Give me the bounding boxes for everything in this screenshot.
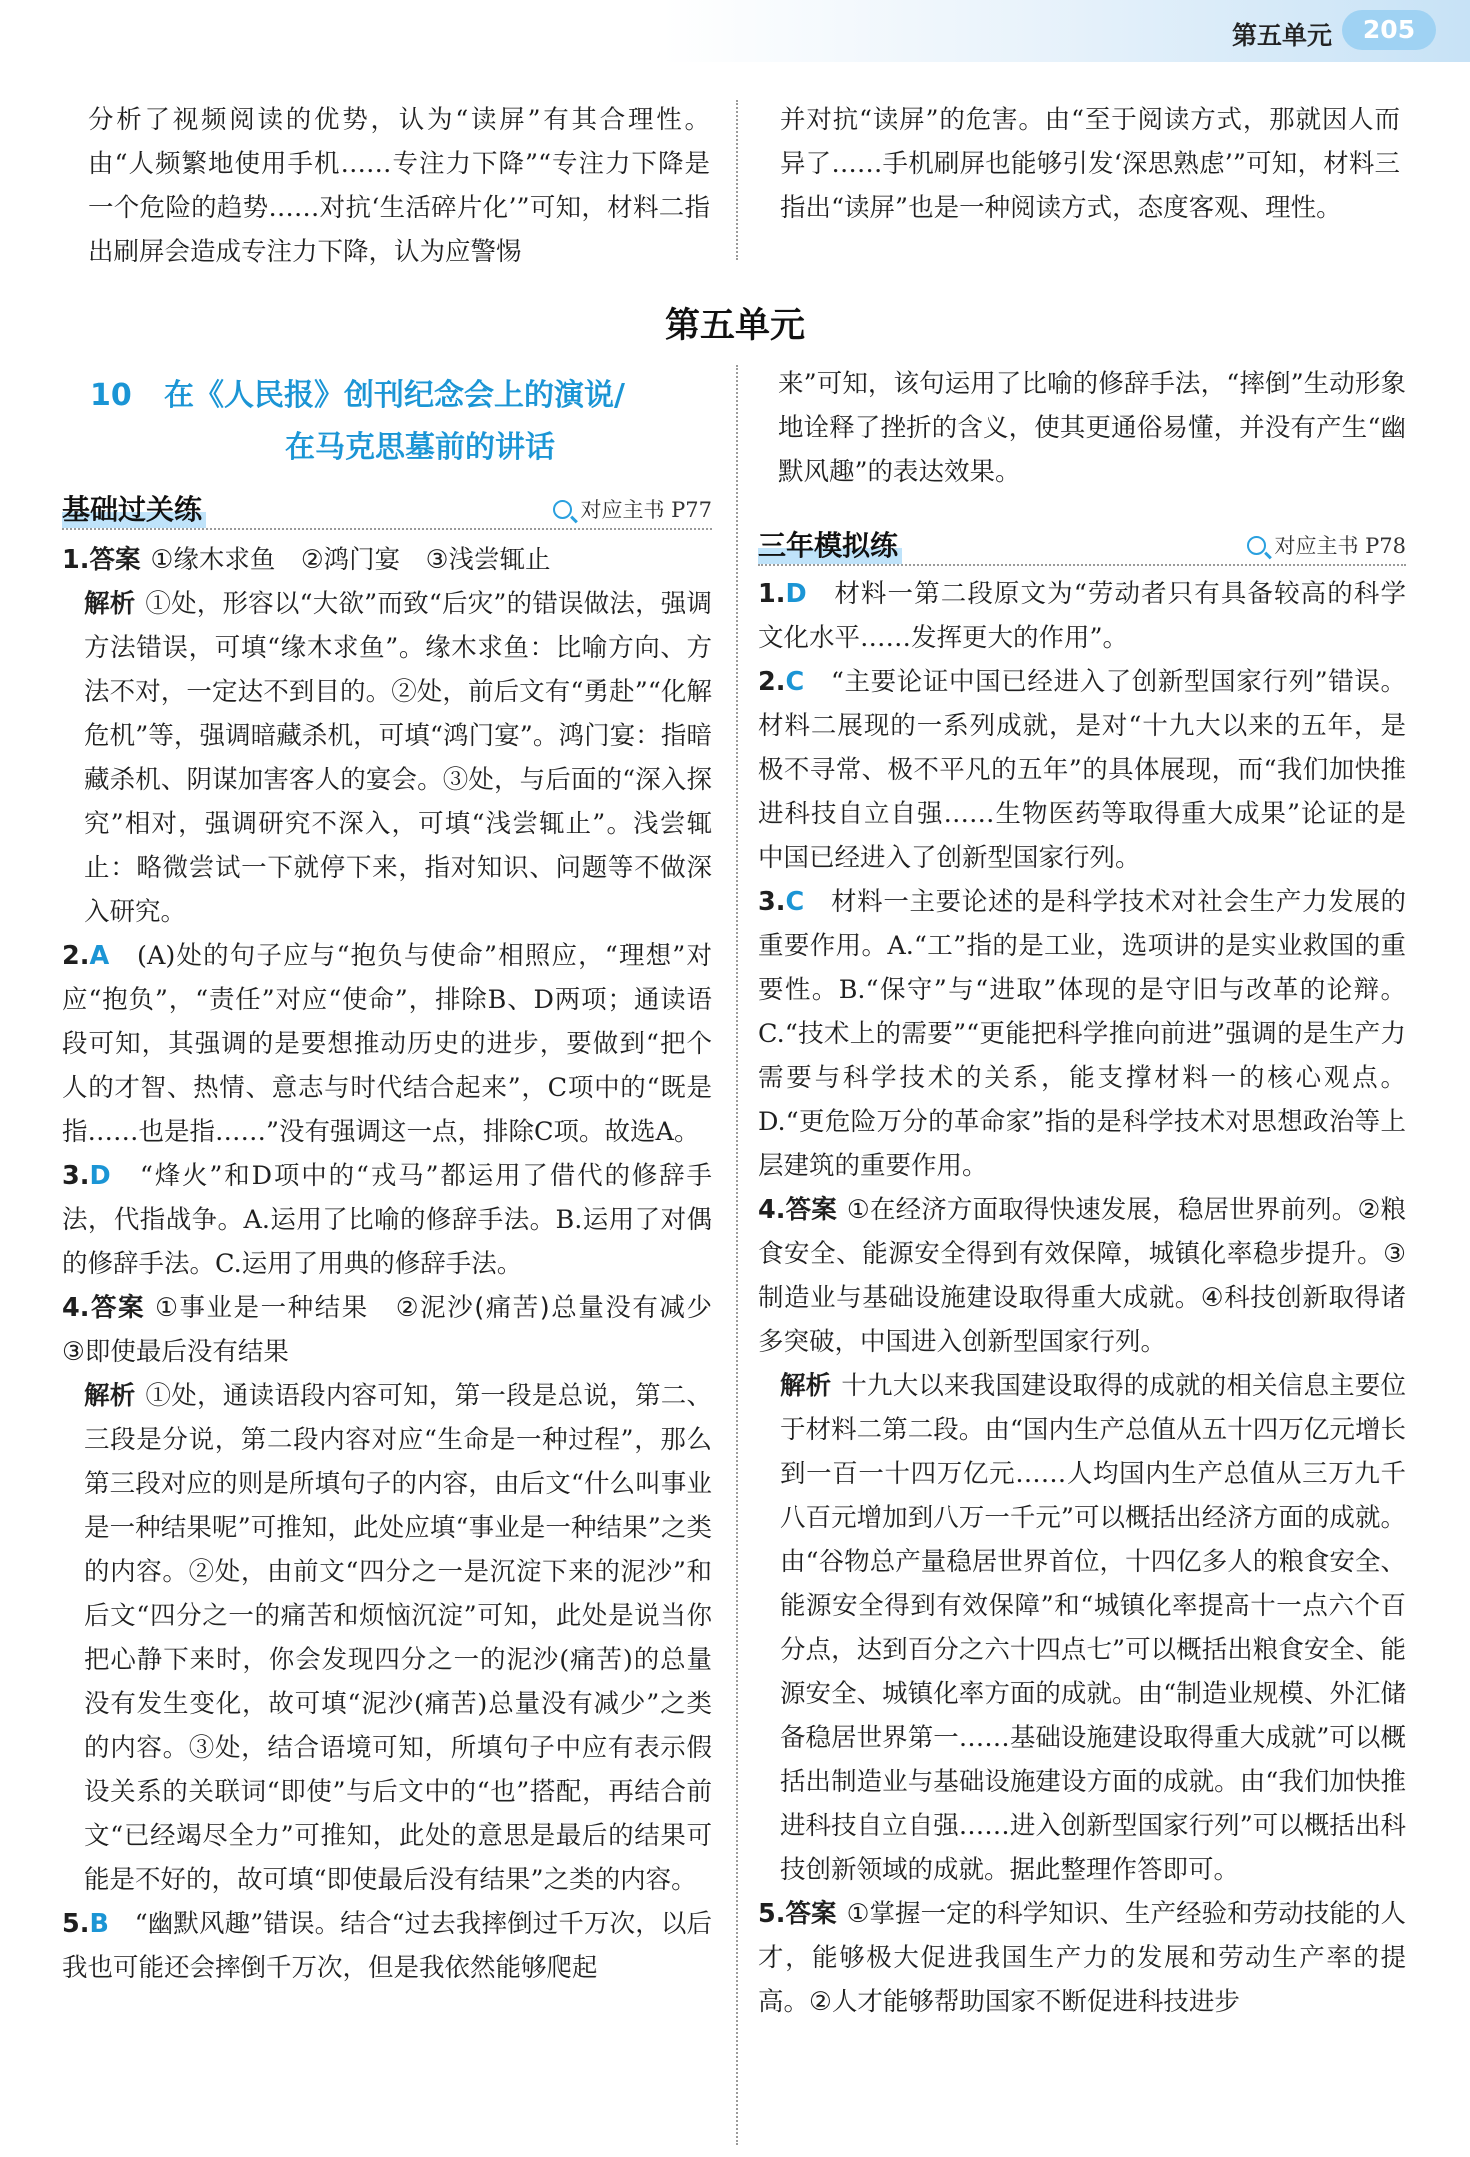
page-header	[0, 0, 1470, 62]
section-header-basic	[62, 488, 712, 530]
answer-text: ①缘木求鱼 ②鸿门宴 ③浅尝辄止	[150, 545, 551, 575]
section-ref-three-year-text: 对应主书 P78	[1274, 534, 1406, 558]
section-ref-three-year	[1247, 530, 1406, 560]
question-number: 2.	[62, 941, 90, 971]
lesson-number: 10	[90, 378, 132, 413]
analysis-block	[62, 1374, 712, 1902]
search-icon	[1247, 536, 1266, 555]
column-divider-main	[736, 365, 738, 2145]
top-right-continuation	[780, 98, 1400, 230]
question-number: 5.	[62, 1909, 90, 1939]
lesson-title-line2: 在马克思墓前的讲话	[285, 430, 555, 465]
right-column	[758, 572, 1406, 2024]
question-number: 1.	[62, 545, 90, 575]
analysis-text: ①处，通读语段内容可知，第一段是总说，第二、三段是分说，第二段内容对应“生命是一种过程”，那么第三段对应的则是所填句子的内容，由后文“什么叫事业是一种结果呢”可推知，此处应填“事业是一种结果”之类的内容。②处，由前文“四分之一是沉淀下来的泥沙”和后文“四分之一的痛苦和烦恼沉淀”可知，此处是说当你把心静下来时，你会发现四分之一的泥沙(痛苦)的总量没有发生变化，故可填“泥沙(痛苦)总量没有减少”之类的内容。③处，结合语境可知，所填句子中应有表示假设关系的关联词“即使”与后文中的“也”搭配，再结合前文“已经竭尽全力”可推知，此处的意思是最后的结果可能是不好的，故可填“即使最后没有结果”之类的内容。	[84, 1381, 712, 1895]
page-number-badge: 205	[1342, 10, 1436, 50]
analysis-text: “烽火”和D项中的“戎马”都运用了借代的修辞手法，代指战争。A.运用了比喻的修辞手法。B.运用了对偶的修辞手法。C.运用了用典的修辞手法。	[62, 1161, 712, 1279]
top-left-continuation	[88, 98, 710, 274]
top-right-text: 并对抗“读屏”的危害。由“至于阅读方式，那就因人而异了……手机刷屏也能够引发‘深思熟虑’”可知，材料三指出“读屏”也是一种阅读方式，态度客观、理性。	[780, 105, 1400, 223]
question-number: 1.	[758, 579, 786, 609]
section-label-basic: 基础过关练	[62, 488, 206, 528]
answer-letter: D	[89, 1161, 111, 1191]
search-icon	[553, 500, 572, 519]
lesson-title	[90, 370, 730, 474]
left-column	[62, 538, 738, 1990]
answer-letter: B	[89, 1909, 109, 1939]
question-number: 5.	[758, 1899, 786, 1929]
analysis-tag: 解析	[84, 1381, 136, 1411]
analysis-text: 材料一主要论述的是科学技术对社会生产力发展的重要作用。A.“工”指的是工业，选项讲的是实业救国的重要性。B.“保守”与“进取”体现的是守旧与改革的论辩。C.“技术上的需要”“更能把科学推向前进”强调的是生产力需要与科学技术的关系，能支撑材料一的核心观点。D.“更危险万分的革命家”指的是科学技术对思想政治等上层建筑的重要作用。	[758, 887, 1406, 1181]
answer-tag: 答案	[785, 1899, 837, 1929]
question-item	[62, 1902, 712, 1990]
column-divider-top	[736, 100, 738, 260]
answer-text: ①在经济方面取得快速发展，稳居世界前列。②粮食安全、能源安全得到有效保障，城镇化率稳步提升。③制造业与基础设施建设取得重大成就。④科技创新取得诸多突破，中国进入创新型国家行列。	[758, 1195, 1406, 1357]
analysis-block	[758, 1364, 1406, 1892]
question-item	[62, 538, 712, 582]
question-item	[62, 934, 712, 1154]
analysis-text: “主要论证中国已经进入了创新型国家行列”错误。材料二展现的一系列成就，是对“十九大以来的五年，是极不寻常、极不平凡的五年”的具体展现，而“我们加快推进科技自立自强……生物医药等取得重大成果”论证的是中国已经进入了创新型国家行列。	[758, 667, 1406, 873]
question-number: 3.	[62, 1161, 90, 1191]
section-ref-basic	[553, 494, 712, 524]
analysis-tag: 解析	[84, 589, 136, 619]
unit-title: 第五单元	[664, 306, 805, 346]
question-item	[62, 1154, 712, 1286]
question-item	[62, 1286, 738, 1374]
right-continuation-text: 来”可知，该句运用了比喻的修辞手法，“摔倒”生动形象地诠释了挫折的含义，使其更通俗易懂，并没有产生“幽默风趣”的表达效果。	[778, 369, 1406, 487]
question-item	[758, 880, 1406, 1188]
analysis-text: “幽默风趣”错误。结合“过去我摔倒过千万次，以后我也可能还会摔倒千万次，但是我依然能够爬起	[62, 1909, 712, 1983]
answer-text: ①掌握一定的科学知识、生产经验和劳动技能的人才，能够极大促进我国生产力的发展和劳动生产率的提高。②人才能够帮助国家不断促进科技进步	[758, 1899, 1406, 2017]
header-unit-label: 第五单元	[1231, 21, 1332, 50]
question-item	[758, 660, 1406, 880]
section-header-three-year	[758, 524, 1406, 566]
question-item	[758, 1892, 1406, 2024]
right-column-continuation	[778, 362, 1406, 494]
analysis-text: ①处，形容以“大欲”而致“后灾”的错误做法，强调方法错误，可填“缘木求鱼”。缘木求鱼：比喻方向、方法不对，一定达不到目的。②处，前后文有“勇赴”“化解危机”等，强调暗藏杀机，可填“鸿门宴”。鸿门宴：指暗藏杀机、阴谋加害客人的宴会。③处，与后面的“深入探究”相对，强调研究不深入，可填“浅尝辄止”。浅尝辄止：略微尝试一下就停下来，指对知识、问题等不做深入研究。	[84, 589, 712, 927]
answer-tag: 答案	[785, 1195, 837, 1225]
question-item	[758, 572, 1406, 660]
analysis-text: 材料一第二段原文为“劳动者只有具备较高的科学文化水平……发挥更大的作用”。	[758, 579, 1406, 653]
question-number: 3.	[758, 887, 786, 917]
question-number: 4.	[62, 1293, 90, 1323]
analysis-text: 十九大以来我国建设取得的成就的相关信息主要位于材料二第二段。由“国内生产总值从五十四万亿元增长到一百一十四万亿元……人均国内生产总值从三万九千八百元增加到八万一千元”可以概括出经济方面的成就。由“谷物总产量稳居世界首位，十四亿多人的粮食安全、能源安全得到有效保障”和“城镇化率提高十一点六个百分点，达到百分之六十四点七”可以概括出粮食安全、能源安全、城镇化率方面的成就。由“制造业规模、外汇储备稳居世界第一……基础设施建设取得重大成就”可以概括出制造业与基础设施建设方面的成就。由“我们加快推进科技自立自强……进入创新型国家行列”可以概括出科技创新领域的成就。据此整理作答即可。	[780, 1371, 1406, 1885]
answer-letter: C	[785, 667, 805, 697]
top-left-text: 分析了视频阅读的优势，认为“读屏”有其合理性。由“人频繁地使用手机……专注力下降”“专注力下降是一个危险的趋势……对抗‘生活碎片化’”可知，材料二指出刷屏会造成专注力下降，认为应警惕	[88, 105, 710, 267]
analysis-block	[62, 582, 712, 934]
answer-tag: 答案	[89, 545, 141, 575]
answer-text: ①事业是一种结果 ②泥沙(痛苦)总量没有减少 ③即使最后没有结果	[62, 1293, 738, 1367]
section-ref-basic-text: 对应主书 P77	[580, 498, 712, 522]
answer-letter: D	[785, 579, 807, 609]
question-number: 2.	[758, 667, 786, 697]
analysis-text: (A)处的句子应与“抱负与使命”相照应，“理想”对应“抱负”，“责任”对应“使命”，排除B、D两项；通读语段可知，其强调的是要想推动历史的进步，要做到“把个人的才智、热情、意志与时代结合起来”，C项中的“既是指……也是指……”没有强调这一点，排除C项。故选A。	[62, 941, 712, 1147]
question-number: 4.	[758, 1195, 786, 1225]
answer-letter: A	[89, 941, 110, 971]
analysis-tag: 解析	[780, 1371, 832, 1401]
answer-tag: 答案	[89, 1293, 146, 1323]
question-item	[758, 1188, 1406, 1364]
section-label-three-year: 三年模拟练	[758, 524, 902, 564]
lesson-title-line1: 在《人民报》创刊纪念会上的演说/	[164, 378, 625, 413]
answer-letter: C	[785, 887, 805, 917]
